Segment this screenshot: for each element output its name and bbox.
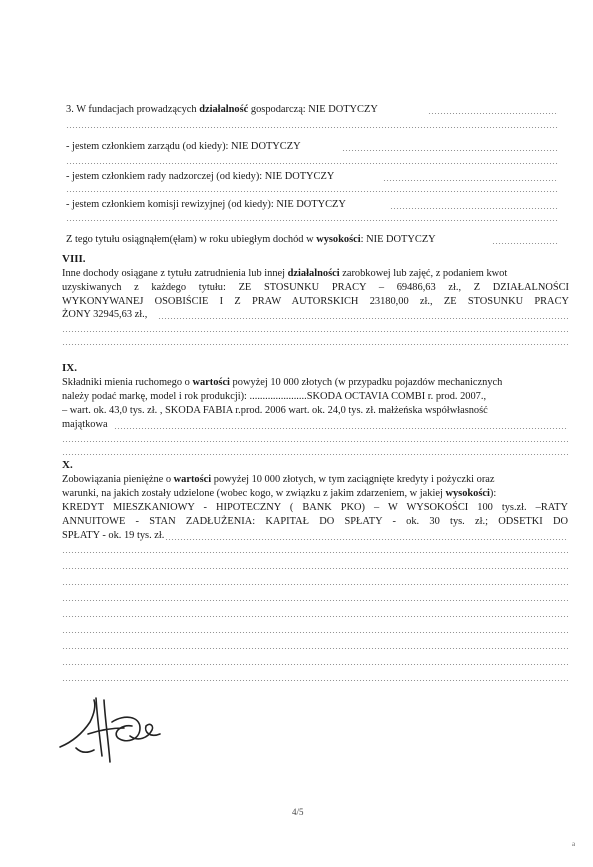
funds-line-5-a: Z tego tytułu osiągnąłem(ęłam) w roku ubiegłym dochód w	[66, 234, 317, 245]
dotted-fill	[492, 243, 558, 244]
dotted-fill	[165, 539, 568, 540]
sec9-line-1-bold: wartości	[192, 377, 230, 388]
funds-line-4: - jestem członkiem komisji rewizyjnej (od kiedy): NIE DOTYCZY	[66, 199, 346, 210]
dotted-line	[62, 616, 568, 617]
section-x-header: X.	[62, 459, 73, 471]
dotted-line	[66, 220, 558, 221]
dotted-line	[66, 163, 558, 164]
handwritten-signature	[50, 692, 170, 772]
section-ix-header: IX.	[62, 362, 77, 374]
dotted-line	[62, 331, 568, 332]
dotted-line	[62, 441, 568, 442]
sec10-line-3: KREDYT MIESZKANIOWY - HIPOTECZNY ( BANK PKO) – W WYSOKOŚCI 100 tys.zł. –RATY	[62, 502, 568, 513]
page-number: 4/5	[292, 807, 304, 817]
sec10-line-1-a: Zobowiązania pieniężne o	[62, 474, 174, 485]
dotted-line	[62, 454, 568, 455]
sec8-line-4: ŻONY 32945,63 zł.,	[62, 309, 148, 320]
dotted-line	[62, 584, 568, 585]
sec9-line-1	[62, 376, 502, 389]
corner-mark: a	[572, 840, 576, 848]
sec10-line-1-bold: wartości	[173, 474, 212, 485]
sec10-line-1	[62, 473, 495, 486]
sec8-line-1-bold: działalności	[287, 268, 340, 279]
sec10-line-2-c: ):	[489, 488, 497, 499]
dotted-line	[62, 680, 568, 681]
sec10-line-2	[62, 487, 496, 500]
funds-line-5	[66, 233, 436, 246]
funds-line-1-a: 3. W fundacjach prowadzących	[66, 104, 200, 115]
dotted-line	[62, 344, 568, 345]
sec8-line-3: WYKONYWANEJ OSOBIŚCIE I Z PRAW AUTORSKICH 23180,00 zł., ZE STOSUNKU PRACY	[62, 296, 569, 307]
dotted-line	[62, 664, 568, 665]
sec10-line-1-c: powyżej 10 000 złotych, w tym zaciągnięte kredyty i pożyczki oraz	[211, 474, 495, 485]
funds-line-5-bold: wysokości	[316, 234, 361, 245]
dotted-fill	[390, 208, 558, 209]
dotted-fill	[383, 180, 558, 181]
sec10-line-5: SPŁATY - ok. 19 tys. zł.	[62, 530, 165, 541]
dotted-line	[62, 648, 568, 649]
funds-line-5-c: : NIE DOTYCZY	[360, 234, 436, 245]
sec8-line-2: uzyskiwanych z każdego tytułu: ZE STOSUNKU PRACY – 69486,63 zł., Z DZIAŁALNOŚCI	[62, 282, 569, 293]
sec8-line-1	[62, 267, 569, 280]
dotted-line	[66, 191, 558, 192]
funds-line-3: - jestem członkiem rady nadzorczej (od kiedy): NIE DOTYCZY	[66, 171, 335, 182]
sec8-line-1-a: Inne dochody osiągane z tytułu zatrudnienia lub innej	[62, 268, 288, 279]
sec9-line-4: majątkowa	[62, 419, 108, 430]
dotted-fill	[158, 318, 568, 319]
sec9-line-2: należy podać markę, model i rok produkcji): ......................SKODA OCTAVIA COMBI r. prod. 2007.,	[62, 391, 487, 402]
sec10-line-2-bold: wysokości	[445, 488, 490, 499]
section-viii-header: VIII.	[62, 253, 86, 265]
dotted-line	[62, 600, 568, 601]
funds-line-1	[66, 103, 378, 116]
dotted-fill	[428, 113, 558, 114]
sec8-line-1-c: zarobkowej lub zajęć, z podaniem kwot	[339, 268, 508, 279]
dotted-line	[62, 568, 568, 569]
funds-line-1-c: gospodarczą: NIE DOTYCZY	[248, 104, 378, 115]
sec9-line-3: – wart. ok. 43,0 tys. zł. , SKODA FABIA r.prod. 2006 wart. ok. 24,0 tys. zł. małżeńska współwłasność	[62, 405, 488, 416]
dotted-fill	[114, 428, 568, 429]
dotted-line	[62, 632, 568, 633]
sec9-line-1-c: powyżej 10 000 złotych (w przypadku pojazdów mechanicznych	[229, 377, 503, 388]
dotted-fill	[342, 150, 558, 151]
sec10-line-4: ANNUITOWE - STAN ZADŁUŻENIA: KAPITAŁ DO SPŁATY - ok. 30 tys. zł.; ODSETKI DO	[62, 516, 568, 527]
funds-line-2: - jestem członkiem zarządu (od kiedy): NIE DOTYCZY	[66, 141, 301, 152]
funds-line-1-bold: działalność	[199, 104, 249, 115]
dotted-line	[62, 552, 568, 553]
dotted-line	[66, 127, 558, 128]
sec10-line-2-a: warunki, na jakich zostały udzielone (wobec kogo, w związku z jakim zdarzeniem, w jakiej	[62, 488, 446, 499]
sec9-line-1-a: Składniki mienia ruchomego o	[62, 377, 193, 388]
